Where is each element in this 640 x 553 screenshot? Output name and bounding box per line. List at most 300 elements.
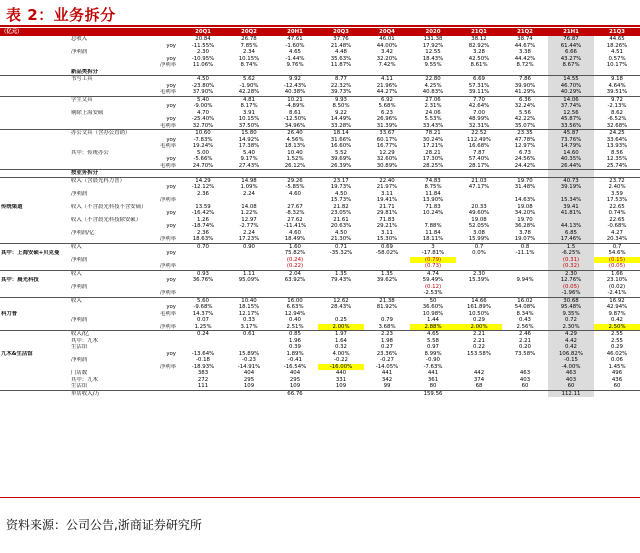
value-cell: 0.29 [610,344,623,350]
value-cell: 12.17% [238,310,260,317]
value-cell: -0.27 [380,357,394,363]
value-cell: 10.60 [180,130,226,137]
value-cell: 4.60 [288,229,301,236]
value-cell: 15.89% [238,350,260,357]
value-cell: 0.57% [608,55,626,62]
value-cell: 49.60% [468,210,490,216]
value-cell [410,170,456,178]
metric-label: 净利率 [159,363,176,370]
metric-label: 净利润/亿 [71,229,95,236]
value-cell: 39.41 [548,204,594,211]
column-header: （亿元） [0,28,70,36]
value-cell: -2.41% [607,290,627,296]
table-row [0,263,640,270]
value-cell: -2.53% [423,290,443,296]
value-cell: 46.01 [379,36,395,42]
value-cell: 95.48% [548,304,594,311]
value-cell: 1.45% [608,363,626,370]
value-cell: 8.17% [240,103,258,109]
value-cell: 8.61% [470,62,488,68]
metric-label: 收入（不含晨光科技除安硕） [71,216,142,223]
table-row [0,170,640,178]
value-cell: 14.06 [548,96,594,103]
value-cell: 1.25% [194,323,212,330]
value-cell: 1.35 [318,270,364,277]
metric-label: 学生文具 [70,96,180,103]
value-cell: 7.85% [240,42,258,49]
value-cell: 7.00 [472,109,485,116]
table-row [0,177,640,184]
value-cell [502,69,548,76]
value-cell: 10.15% [238,116,260,122]
value-cell: 16.92 [594,297,640,304]
value-cell: 66.76 [272,390,318,397]
value-cell: 0.61 [226,331,272,338]
table-row [0,96,640,103]
metric-label: 净利润 [71,283,88,290]
value-cell: 61.44% [548,43,594,50]
value-cell: 30.89% [376,162,398,169]
value-cell: 32.31% [468,122,490,129]
value-cell: 40.29% [548,89,594,96]
value-cell: 54.6% [608,250,626,256]
table-row [0,123,640,130]
value-cell: 4.60 [288,190,301,197]
value-cell: 40.38% [284,89,306,95]
value-cell: -35.32% [329,250,353,256]
value-cell: 34.20% [514,210,536,216]
value-cell [502,270,548,277]
value-cell [548,170,594,178]
value-cell: 12.76% [548,277,594,284]
value-cell: 7.88% [424,223,442,229]
value-cell: 22.80 [410,76,456,83]
value-cell: 7.42% [378,62,396,68]
value-cell: (0.05) [608,263,626,269]
value-cell: 13.59 [195,203,211,210]
metric-label: yoy [166,210,176,216]
metric-label: 生活馆 [71,344,88,350]
value-cell: -14.91% [237,363,261,370]
value-cell: 153.58% [467,350,491,357]
metric-label: yoy [166,223,176,229]
value-cell: 26.39% [330,162,352,169]
value-cell: 74.83 [410,177,456,184]
value-cell: 42.28% [238,89,260,95]
value-cell: 32.70% [192,122,214,129]
value-cell: 1.97 [318,331,364,338]
value-cell: 27.43% [238,162,260,169]
value-cell: -18.74% [191,223,215,229]
value-cell: -8.32% [285,210,305,216]
value-cell: 20.63% [330,223,352,229]
metric-label: 净利率 [159,263,176,269]
value-cell: 60 [548,383,594,390]
column-header: 20Q2 [226,28,272,36]
value-cell: 14.79% [548,143,594,150]
value-cell: 0.06 [610,357,623,363]
value-cell: 4.50 [180,76,226,83]
value-cell: 2.55 [594,331,640,338]
metric-label: 办公文具（含办公直销） [70,130,180,137]
value-cell: 463 [519,370,531,376]
value-cell: -0.22 [334,357,348,363]
value-cell: 31.39% [376,122,398,129]
value-cell: 17.21% [422,143,444,149]
value-cell: 0.74% [608,210,626,216]
value-cell: 374 [473,376,485,383]
metric-label: 收入（含晨光科力普） [70,177,180,184]
value-cell: 3.78 [518,229,531,236]
segment-label [0,290,70,297]
segment-label [0,243,70,250]
value-cell: 2.30 [456,270,502,277]
metric-label: yoy [166,82,176,89]
value-cell: 12.35% [606,156,628,162]
segment-label: 传统渠道 [1,203,23,210]
value-cell: 3.17% [240,323,258,330]
value-cell: -2.13% [607,103,627,109]
value-cell: 14.60 [548,150,594,157]
value-cell: 3.11 [380,190,393,197]
value-cell: 2.36 [196,190,209,197]
value-cell: 14.49% [330,116,352,122]
value-cell: 3 [410,243,456,250]
value-cell: 2.36 [196,229,209,236]
segment-label [0,69,70,76]
value-cell: 0.8 [502,243,548,250]
value-cell: 13.90% [422,197,444,203]
value-cell: 14.98 [226,177,272,184]
value-cell: 6.69 [456,76,502,83]
table-row [0,297,640,304]
value-cell: 60.17% [376,136,398,143]
value-cell: 13.93% [606,143,628,149]
value-cell: 1.89% [286,350,304,357]
value-cell: 5.56 [518,109,531,116]
value-cell: 22.52 [456,130,502,137]
value-cell: -23.80% [191,82,215,89]
value-cell: 40.35% [548,156,594,163]
value-cell: 131.38 [423,36,443,42]
value-cell: 9.94% [516,277,534,283]
footer-rule [0,497,640,498]
segment-label [0,331,70,338]
value-cell: 27.62 [287,216,303,223]
segment-label [0,89,70,96]
value-cell: 18.11% [422,236,444,242]
value-cell: 95.09% [238,277,260,283]
value-cell: 3.68% [378,323,396,330]
value-cell: 71.83 [425,203,441,210]
value-cell: 6.85 [548,230,594,237]
table-row [0,383,640,390]
value-cell: 29.81% [376,210,398,216]
value-cell: 42.64% [468,103,490,109]
value-cell: 14.55 [548,76,594,83]
value-cell: 57.31% [468,82,490,89]
value-cell: 295 [289,376,301,383]
value-cell: 8.56 [610,149,623,156]
value-cell: 9.92 [272,76,318,83]
table-row [0,69,640,76]
column-header: 20Q3 [318,28,364,36]
value-cell: 440 [335,370,347,376]
value-cell: 383 [197,370,209,376]
value-cell: 8.34% [516,310,534,317]
value-cell: 403 [548,377,594,384]
page-title: 表 2：业务拆分 [6,6,116,24]
value-cell: 0.93 [180,270,226,277]
value-cell [226,170,272,178]
metric-label: 净利润 [71,49,88,55]
value-cell: 15.30% [376,236,398,242]
value-cell: 463 [548,370,594,377]
metric-label: 毛利率 [159,162,176,169]
value-cell: 111 [197,383,209,389]
value-cell: 331 [335,376,347,383]
value-cell: -14.05% [375,363,399,370]
value-cell: 3.08 [472,229,485,236]
value-cell: 9.18 [594,76,640,83]
segment-label [0,390,70,397]
value-cell: (0.05) [548,284,594,291]
value-cell: 1.44 [426,317,439,323]
value-cell: 19.08 [517,203,533,210]
value-cell: 2.21 [456,331,502,338]
value-cell: 10.24% [422,210,444,216]
value-cell: -5.66% [193,156,213,162]
value-cell: 159.56 [410,390,456,397]
value-cell: 5.40 [242,149,255,156]
value-cell: 4.50 [334,190,347,197]
value-cell: 73.58% [514,350,536,357]
header-row [0,28,640,36]
value-cell: 19.70 [517,216,533,223]
value-cell: 0.40 [288,317,301,323]
value-cell: 26.96% [376,116,398,122]
metric-label: 毛利率 [159,89,176,95]
value-cell: 4.51 [610,49,623,55]
value-cell: 44.00% [376,42,398,49]
value-cell: 9.93 [318,96,364,103]
metric-label: yoy [166,184,176,190]
value-cell: 44.27% [376,89,398,95]
value-cell [456,263,502,270]
value-cell: 109 [243,383,255,389]
value-cell [548,69,594,76]
data-table [0,28,640,397]
value-cell: 1.26 [196,216,209,223]
metric-label: 其中：九木 [71,337,98,344]
value-cell: 76.87 [548,36,594,43]
value-cell [456,390,502,397]
value-cell: 43.27% [548,56,594,63]
value-cell: 27.67 [287,203,303,210]
value-cell: 39.90% [514,82,536,89]
value-cell: 8.67% [548,62,594,69]
value-cell: 441 [381,370,393,376]
metric-label: 净利润 [71,190,88,197]
value-cell: 2.51% [286,323,304,330]
value-cell: 3.91 [242,109,255,116]
value-cell: 0.79 [380,317,393,323]
value-cell: 0.7 [594,243,640,250]
value-cell: -16.00% [318,364,364,371]
value-cell: -5.85% [285,184,305,190]
value-cell: 0.20 [518,344,531,350]
value-cell: 442 [473,370,485,376]
metric-label: yoy [166,250,176,256]
value-cell [502,170,548,178]
value-cell: 109 [335,383,347,389]
value-cell: -12.50% [283,116,307,122]
value-cell: 29.26 [272,177,318,184]
value-cell: 33.67 [364,130,410,137]
value-cell: 109 [289,383,301,389]
segment-label: 科力普 [1,310,18,317]
value-cell: 2.30 [548,270,594,277]
value-cell: 12.62 [318,297,364,304]
value-cell: 295 [243,376,255,383]
column-header: 20Q4 [364,28,410,36]
value-cell: 1.52% [286,156,304,162]
value-cell: 36.76% [192,277,214,283]
value-cell: 5.68% [378,103,396,109]
value-cell: 17.30% [422,156,444,162]
value-cell: 0.33 [242,317,255,323]
value-cell: (0.15) [594,257,640,264]
value-cell: 16.00 [272,297,318,304]
value-cell: 10.98% [422,310,444,317]
value-cell: 12.56 [548,110,594,117]
value-cell: 44.65 [609,36,625,42]
value-cell: 39.19% [548,184,594,191]
column-header: 21Q2 [502,28,548,36]
value-cell: 0.70 [180,243,226,250]
value-cell: 21.82 [333,203,349,210]
value-cell: 6.66 [548,49,594,56]
value-cell: 403 [519,376,531,383]
value-cell: 39.11% [468,89,490,95]
value-cell: 35.63% [330,55,352,62]
value-cell: 0.07 [196,317,209,323]
value-cell: -12.43% [283,82,307,89]
value-cell: 5.53% [424,116,442,122]
value-cell: 29.21% [376,223,398,229]
value-cell: 0.22 [472,344,485,350]
value-cell: -11.1% [515,250,535,256]
value-cell [410,69,456,76]
value-cell: 496 [611,370,623,376]
value-cell: 37.76 [333,36,349,42]
value-cell [318,69,364,76]
value-cell: 33.64% [606,136,628,143]
value-cell: 99 [383,383,391,389]
value-cell: 2.00% [456,324,502,331]
value-cell: -11.41% [283,223,307,229]
value-cell: 15.80 [226,130,272,137]
value-cell: 26.12% [284,162,306,169]
value-cell: 26.78 [241,36,257,42]
value-cell: 9.35% [548,311,594,318]
value-cell: 24.70% [192,162,214,169]
table-row [0,390,640,397]
value-cell: 21.96% [376,82,398,89]
metric-label: 收入/亿 [70,331,180,338]
value-cell: 73.76% [548,137,594,144]
value-cell: 17.23% [238,236,260,242]
value-cell: 60 [613,383,621,389]
value-cell: 436 [611,376,623,383]
value-cell: 30.68 [548,297,594,304]
metric-label: yoy [166,42,176,49]
value-cell [272,69,318,76]
value-cell: 14.08 [241,203,257,210]
value-cell: 28.43% [330,304,352,310]
value-cell: 19.70 [502,177,548,184]
value-cell: -17.81% [421,250,445,256]
value-cell [272,170,318,178]
value-cell: 17.46% [548,236,594,243]
value-cell [594,69,640,76]
value-cell: 35.07% [514,122,536,129]
value-cell: -10.95% [191,55,215,62]
value-cell: 31.48% [514,184,536,190]
value-cell: 22.65 [609,203,625,210]
value-cell: -1.60% [285,42,305,49]
value-cell: 0.24 [180,331,226,338]
value-cell: -0.18 [196,357,210,363]
value-cell: 0.97 [426,344,439,350]
column-header: 20H1 [272,28,318,36]
value-cell: 5.60 [180,297,226,304]
metric-label: 收入 [70,270,180,277]
value-cell: 8.77 [318,76,364,83]
value-cell: 0.85 [272,331,318,338]
metric-label: 收入（不含晨光科技不含安硕） [71,203,147,210]
value-cell: 7.70 [456,96,502,103]
value-cell: (0.02) [608,283,626,290]
value-cell: 2.46 [502,331,548,338]
column-header [70,28,180,36]
value-cell: 0.71 [318,243,364,250]
value-cell: (0.24) [286,256,304,263]
segment-label [0,130,70,137]
value-cell: -6.52% [607,116,627,122]
value-cell [180,170,226,178]
metric-label: 毛利率 [159,143,176,149]
value-cell: 24.25 [594,130,640,137]
value-cell: 5.62 [226,76,272,83]
value-cell: 5.40 [180,96,226,103]
value-cell: -9.00% [193,103,213,109]
metric-label: 其中：九木 [71,376,98,383]
metric-label: 门店数 [71,370,88,376]
metric-label: 净利润 [71,357,88,363]
segment-label: 其中：上海安硕+贝克曼 [1,250,60,256]
value-cell: 20.34% [606,236,628,242]
value-cell: 27.06 [410,96,456,103]
value-cell [456,290,502,297]
value-cell: 21.71 [379,203,395,210]
value-cell: 2.56% [516,323,534,330]
value-cell: 23.17 [318,177,364,184]
value-cell: 8.75% [424,184,442,190]
value-cell: 6.92 [364,96,410,103]
value-cell: 47.78% [514,136,536,143]
value-cell: 4.65 [288,49,301,55]
